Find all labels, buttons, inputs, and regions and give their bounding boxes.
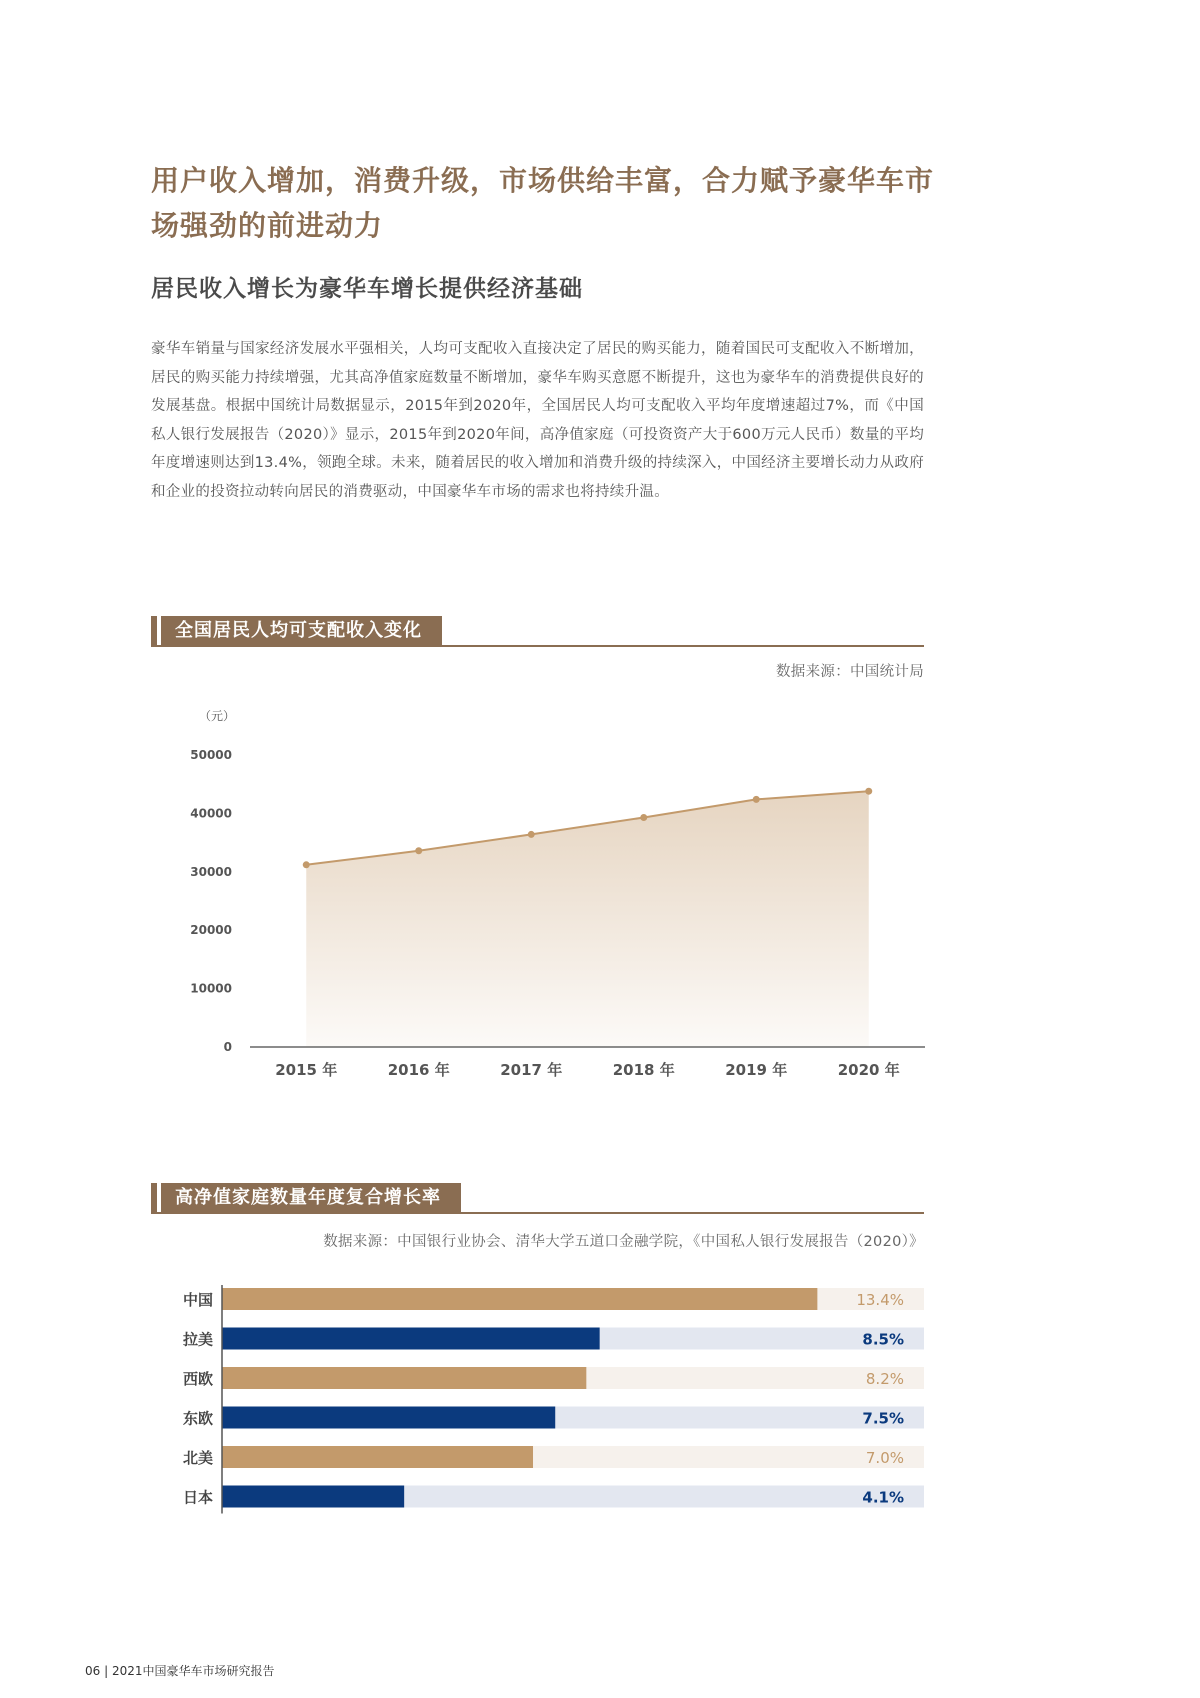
bar-category-label: 北美 bbox=[182, 1449, 214, 1467]
bar-西欧 bbox=[222, 1367, 586, 1389]
hnw-chart-header bbox=[151, 1183, 924, 1213]
x-tick-label: 2016 年 bbox=[387, 1061, 450, 1079]
income-data-point bbox=[865, 788, 872, 795]
x-tick-label: 2019 年 bbox=[725, 1061, 788, 1079]
bar-value-label: 4.1% bbox=[862, 1488, 904, 1507]
body-paragraph: 豪华车销量与国家经济发展水平强相关，人均可支配收入直接决定了居民的购买能力，随着国民可支配收入不断增加，居民的购买能力持续增强，尤其高净值家庭数量不断增加，豪华车购买意愿不断提升，这也为豪华车的消费提供良好的发展基盘。根据中国统计局数据显示，2015年到2020年，全国居民人均可支配收入平均年度增速超过7%，而《中国私人银行发展报告（2020）》显示，2015年到2020年间，高净值家庭（可投资资产大于600万元人民币）数量的平均年度增速则达到13.4%，领跑全球。未来，随着居民的收入增加和消费升级的持续深入，中国经济主要增长动力从政府和企业的投资拉动转向居民的消费驱动，中国豪华车市场的需求也将持续升温。 bbox=[151, 341, 924, 500]
header-accent-bar bbox=[151, 616, 157, 646]
header-accent-bar bbox=[151, 1183, 157, 1213]
income-data-point bbox=[640, 814, 647, 821]
income-area-fill bbox=[306, 791, 869, 1047]
x-tick-label: 2018 年 bbox=[612, 1061, 675, 1079]
hnw-chart-title: 高净值家庭数量年度复合增长率 bbox=[161, 1183, 461, 1213]
bar-category-label: 拉美 bbox=[182, 1330, 214, 1349]
income-chart-source: 数据来源：中国统计局 bbox=[776, 664, 924, 680]
bar-value-label: 7.5% bbox=[862, 1409, 904, 1428]
bar-北美 bbox=[222, 1446, 533, 1468]
income-chart-title: 全国居民人均可支配收入变化 bbox=[161, 616, 442, 646]
income-area-chart bbox=[170, 700, 930, 1090]
y-tick-label: 50000 bbox=[190, 748, 232, 762]
bar-category-label: 西欧 bbox=[182, 1370, 214, 1388]
x-tick-label: 2017 年 bbox=[500, 1061, 563, 1079]
hnw-growth-bar-chart bbox=[170, 1285, 930, 1535]
header-divider bbox=[151, 645, 924, 647]
section-subheading: 居民收入增长为豪华车增长提供经济基础 bbox=[151, 276, 583, 302]
income-chart-header bbox=[151, 616, 924, 646]
bar-category-label: 东欧 bbox=[182, 1409, 214, 1428]
y-tick-label: 30000 bbox=[190, 864, 232, 879]
bar-category-label: 日本 bbox=[182, 1488, 214, 1507]
bar-value-label: 13.4% bbox=[856, 1291, 904, 1309]
income-data-point bbox=[415, 847, 422, 854]
page-headline: 用户收入增加，消费升级，市场供给丰富，合力赋予豪华车市场强劲的前进动力 bbox=[151, 164, 935, 242]
bar-日本 bbox=[222, 1486, 404, 1508]
bar-value-label: 8.5% bbox=[862, 1330, 904, 1349]
bar-value-label: 7.0% bbox=[865, 1449, 904, 1467]
bar-中国 bbox=[222, 1288, 817, 1310]
y-axis-unit-label: （元） bbox=[198, 709, 236, 723]
x-tick-label: 2015 年 bbox=[275, 1061, 338, 1079]
y-tick-label: 10000 bbox=[190, 981, 232, 996]
income-data-point bbox=[303, 861, 310, 868]
y-tick-label: 20000 bbox=[190, 923, 232, 938]
y-tick-label: 40000 bbox=[190, 806, 232, 821]
page-footer: 06 | 2021中国豪华车市场研究报告 bbox=[85, 1664, 275, 1678]
x-tick-label: 2020 年 bbox=[837, 1061, 900, 1079]
bar-拉美 bbox=[222, 1328, 600, 1350]
header-divider bbox=[151, 1212, 924, 1214]
bar-东欧 bbox=[222, 1407, 555, 1429]
bar-category-label: 中国 bbox=[182, 1291, 214, 1309]
income-data-point bbox=[528, 831, 535, 838]
bar-value-label: 8.2% bbox=[865, 1370, 904, 1388]
income-data-point bbox=[753, 796, 760, 803]
y-tick-label: 0 bbox=[223, 1040, 232, 1054]
hnw-chart-source: 数据来源：中国银行业协会、清华大学五道口金融学院，《中国私人银行发展报告（2020）》 bbox=[323, 1234, 924, 1250]
